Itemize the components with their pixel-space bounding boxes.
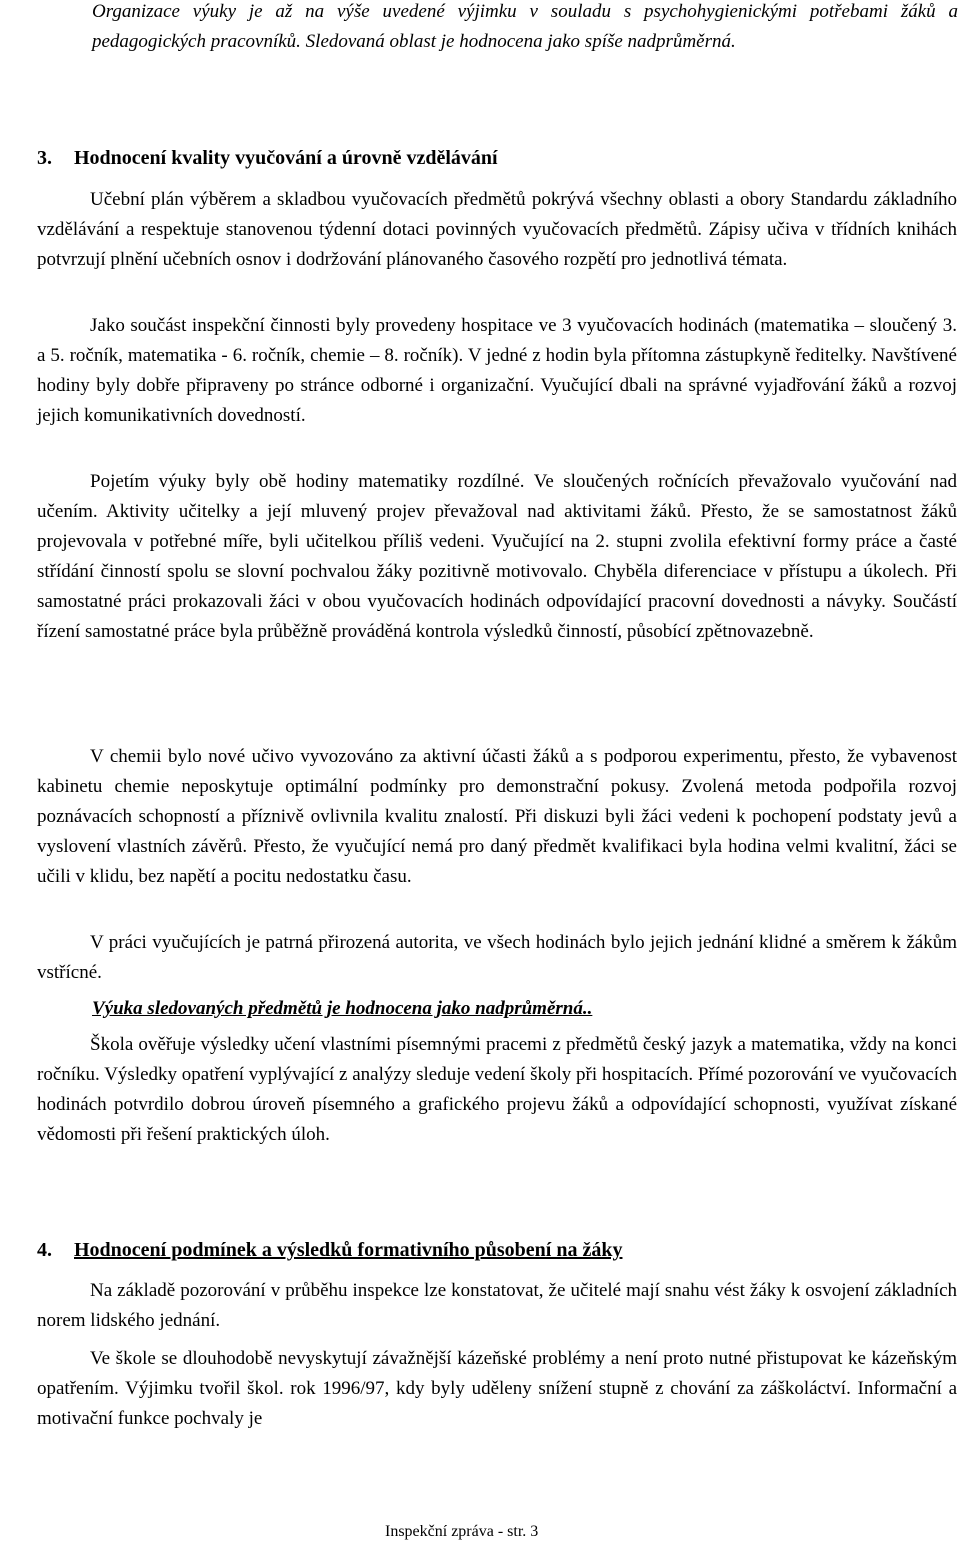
section-4-paragraph-2: Ve škole se dlouhodobě nevyskytují závažnější kázeňské problémy a není proto nutné přistupovat ke kázeňským opatřením. Výjimku tvořil škol. rok 1996/97, kdy byly uděleny snížení stupně z chování za záškoláctví. Informační a motivační funkce pochvaly je <box>37 1348 957 1429</box>
section-4-paragraph-1: Na základě pozorování v průběhu inspekce lze konstatovat, že učitelé mají snahu vést žáky k osvojení základních norem lidského jednání. <box>37 1280 957 1331</box>
section-3-paragraph-1: Učební plán výběrem a skladbou vyučovacích předmětů pokrývá všechny oblasti a obory Standardu základního vzdělávání a respektuje stanovenou týdenní dotaci povinných vyučovacích předmětů. Zápisy učiva v třídních knihách potvrzují plnění učebních osnov i dodržování plánovaného časového rozpětí pro jednotlivá témata. <box>37 189 957 270</box>
section-3-paragraph-4: V chemii bylo nové učivo vyvozováno za aktivní účasti žáků a s podporou experimentu, přesto, že vybavenost kabinetu chemie neposkytuje optimální podmínky pro demonstrační pokusy. Zvolená metoda podpořila rozvoj poznávacích schopností a příznivě ovlivnila kvalitu znalostí. Při diskuzi byli žáci vedeni k pochopení podstaty jevů a vyslovení vlastních závěrů. Přesto, že vyučující nemá pro daný předmět kvalifikaci byla hodina velmi kvalitní, žáci se učili v klidu, bez napětí a pocitu nedostatku času. <box>37 746 957 887</box>
section-4-title: Hodnocení podmínek a výsledků formativního působení na žáky <box>74 1239 623 1261</box>
section-3-title: Hodnocení kvality vyučování a úrovně vzdělávání <box>74 147 498 169</box>
section-3-paragraph-5: V práci vyučujících je patrná přirozená autorita, ve všech hodinách bylo jejich jednání klidné a směrem k žákům vstřícné. <box>37 932 957 983</box>
section-3-paragraph-6: Škola ověřuje výsledky učení vlastními písemnými pracemi z předmětů český jazyk a matematika, vždy na konci ročníku. Výsledky opatření vyplývající z analýzy sleduje vedení školy při hospitacích. Přímé pozorování ve vyučovacích hodinách potvrdilo dobrou úroveň písemného a grafického projevu žáků a odpovídající schopnosti, využívat získané vědomosti při řešení praktických úloh. <box>37 1034 957 1145</box>
page-footer: Inspekční zpráva - str. 3 <box>385 1523 539 1540</box>
section-4-number: 4. <box>37 1239 52 1261</box>
section-3-number: 3. <box>37 147 52 169</box>
section-3-rating-text: Výuka sledovaných předmětů je hodnocena jako nadprůměrná.. <box>92 998 593 1019</box>
section-3-paragraph-3: Pojetím výuky byly obě hodiny matematiky rozdílné. Ve sloučených ročnících převažovalo vyučování nad učením. Aktivity učitelky a její mluvený projev převažoval nad aktivitami žáků. Přesto, že se samostatnost žáků projevovala v potřebné míře, byli učitelkou příliš vedeni. Vyučující na 2. stupni zvolila efektivní formy práce a časté střídání činností spolu se slovní pochvalou žáky pozitivně motivovalo. Chyběla diferenciace v přístupu a úkolech. Při samostatné práci prokazovali žáci v obou vyučovacích hodinách odpovídající pracovní dovednosti a návyky. Součástí řízení samostatné práce byla průběžně prováděná kontrola výsledků činností, působící zpětnovazebně. <box>37 471 957 642</box>
section-3-paragraph-2: Jako součást inspekční činnosti byly provedeny hospitace ve 3 vyučovacích hodinách (matematika – sloučený 3. a 5. ročník, matematika - 6. ročník, chemie – 8. ročník). V jedné z hodin byla přítomna zástupkyně ředitelky. Navštívené hodiny byly dobře připraveny po stránce odborné i organizační. Vyučující dbali na správné vyjadřování žáků a rozvoj jejich komunikativních dovedností. <box>37 315 957 426</box>
intro-paragraph: Organizace výuky je až na výše uvedené výjimku v souladu s psychohygienickými potřebami žáků a pedagogických pracovníků. Sledovaná oblast je hodnocena jako spíše nadprůměrná. <box>92 1 958 52</box>
section-3-rating <box>92 994 958 1024</box>
